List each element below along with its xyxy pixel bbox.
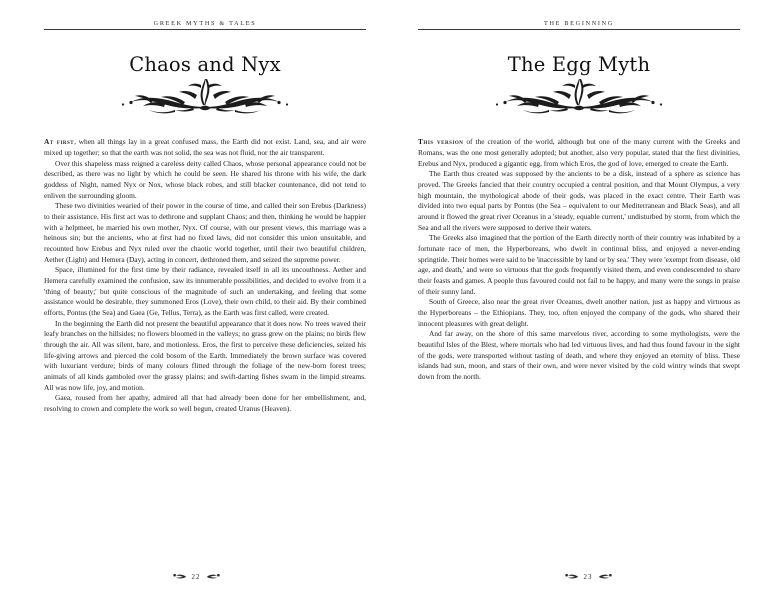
floral-ornament-icon [418,77,740,123]
folio-ornament-right-icon [206,573,220,580]
page-title-right: The Egg Myth [507,53,651,76]
paragraph: In the beginning the Earth did not present the beautiful appearance that it does now. No trees waved their leafy branches on the hillsides; no flowers bloomed in the valleys; no grass grew on the plains; no birds flew through the air. All was silent, bare, and motionless. Eros, the first to perceive these deficiencies, seized his life-giving arrows and pierced the cold bosom of the Earth. Immediately the brown surface was covered with luxuriant verdure; birds of many colours flitted through the foliage of the new-born forest trees; animals of all kinds gamboled over the grassy plains; and swift-darting fishes swam in the limpid streams. All was now life, joy, and motion. [44,318,366,392]
right-page-body [418,137,740,382]
folio-ornament-right-icon [598,573,612,580]
paragraph [418,137,740,169]
running-head-right: THE BEGINNING [543,20,615,27]
paragraph-lead-in: At first [44,137,75,147]
paragraph: These two divinities wearied of their power in the course of time, and called their son Erebus (Darkness) to their assistance. His first act was to dethrone and supplant Chaos; and then, thinking he would be happier with a helpmeet, he married his own mother, Nyx. Of course, with our present views, this marriage was a heinous sin; but the ancients, who at first had no fixed laws, did not consider this union unsuitable, and recounted how Erebus and Nyx ruled over the chaotic world together, until their two beautiful children, Aether (Light) and Hemera (Day), acting in concert, dethroned them, and seized the supreme power. [44,201,366,264]
page-number: 22 [191,572,201,581]
header-rule-right [418,29,740,30]
paragraph [44,137,366,158]
paragraph: The Earth thus created was supposed by the ancients to be a disk, instead of a sphere as science has proved. The Greeks fancied that their country occupied a central position, and that Mount Olympus, a very high mountain, the mythological abode of their gods, was placed in the exact centre. Their Earth was divided into two equal parts by Pontus (the Sea – equivalent to our Mediterranean and Black Seas), and all around it flowed the great river Oceanus in a 'steady, equable current,' undisturbed by storm, from which the Sea and all the rivers were supposed to derive their waters. [418,169,740,232]
floral-ornament-icon [44,77,366,123]
paragraph-text: of the creation of the world, although but one of the many current with the Greeks and Romans, was the one most generally adopted; but another, also very popular, stated that the first divinities, Erebus and Nyx, produced a gigantic egg, from which Eros, the god of love, emerged to create the Earth. [418,137,740,168]
folio-ornament-left-icon [173,573,187,580]
folio-left [0,573,392,583]
running-head-left: GREEK MYTHS & TALES [153,20,257,27]
paragraph: The Greeks also imagined that the portion of the Earth directly north of their country was inhabited by a fortunate race of men, the Hyperboreans, who dwelt in continual bliss, and enjoyed a never-ending springtide. Their homes were said to be 'inaccessible by land or by sea.' They were 'exempt from disease, old age, and death,' and were so virtuous that the gods frequently visited them, and even condescended to share their feasts and games. A people thus favoured could not fail to be happy, and many were the songs in praise of their sunny land. [418,233,740,296]
paragraph-text: , when all things lay in a great confused mass, the Earth did not exist. Land, sea, and air were mixed up together; so that the earth was not solid, the sea was not fluid, nor the air transparent. [44,137,366,158]
paragraph-lead-in: This version [418,137,464,147]
paragraph: Over this shapeless mass reigned a careless deity called Chaos, whose personal appearance could not be described, as there was no light by which he could be seen. He shared his throne with his wife, the dark goddess of Night, named Nyx or Nox, whose black robes, and still blacker countenance, did not tend to enliven the surrounding gloom. [44,158,366,200]
folio-right [392,573,784,583]
folio-ornament-left-icon [565,573,579,580]
paragraph: And far away, on the shore of this same marvelous river, according to some mythologists, were the beautiful Isles of the Blest, where mortals who had led virtuous lives, and had thus found favour in the sight of the gods, were transported without tasting of death, and where they enjoyed an eternity of bliss. These islands had sun, moon, and stars of their own, and were never visited by the cold wintry winds that swept down from the north. [418,329,740,381]
right-page [392,0,784,600]
paragraph: Space, illumined for the first time by their radiance, revealed itself in all its uncouthness. Aether and Hemera carefully examined the confusion, saw its innumerable possibilities, and decided to evolve from it a 'thing of beauty;' but quite conscious of the magnitude of such an undertaking, and feeling that some assistance would be desirable, they summoned Eros (Love), their own child, to their aid. By their combined efforts, Pontus (the Sea) and Gaea (Ge, Tellus, Terra), as the Earth was first called, were created. [44,265,366,317]
page-title-left: Chaos and Nyx [129,53,281,76]
header-rule-left [44,29,366,30]
left-page-body [44,137,366,414]
paragraph: South of Greece, also near the great river Oceanus, dwelt another nation, just as happy and virtuous as the Hyperboreans – the Ethiopians. They, too, often enjoyed the company of the gods, who shared their innocent pleasures with great delight. [418,297,740,328]
page-number: 23 [583,572,593,581]
paragraph: Gaea, roused from her apathy, admired all that had already been done for her embellishment, and, resolving to crown and complete the work so well begun, created Uranus (Heaven). [44,393,366,413]
